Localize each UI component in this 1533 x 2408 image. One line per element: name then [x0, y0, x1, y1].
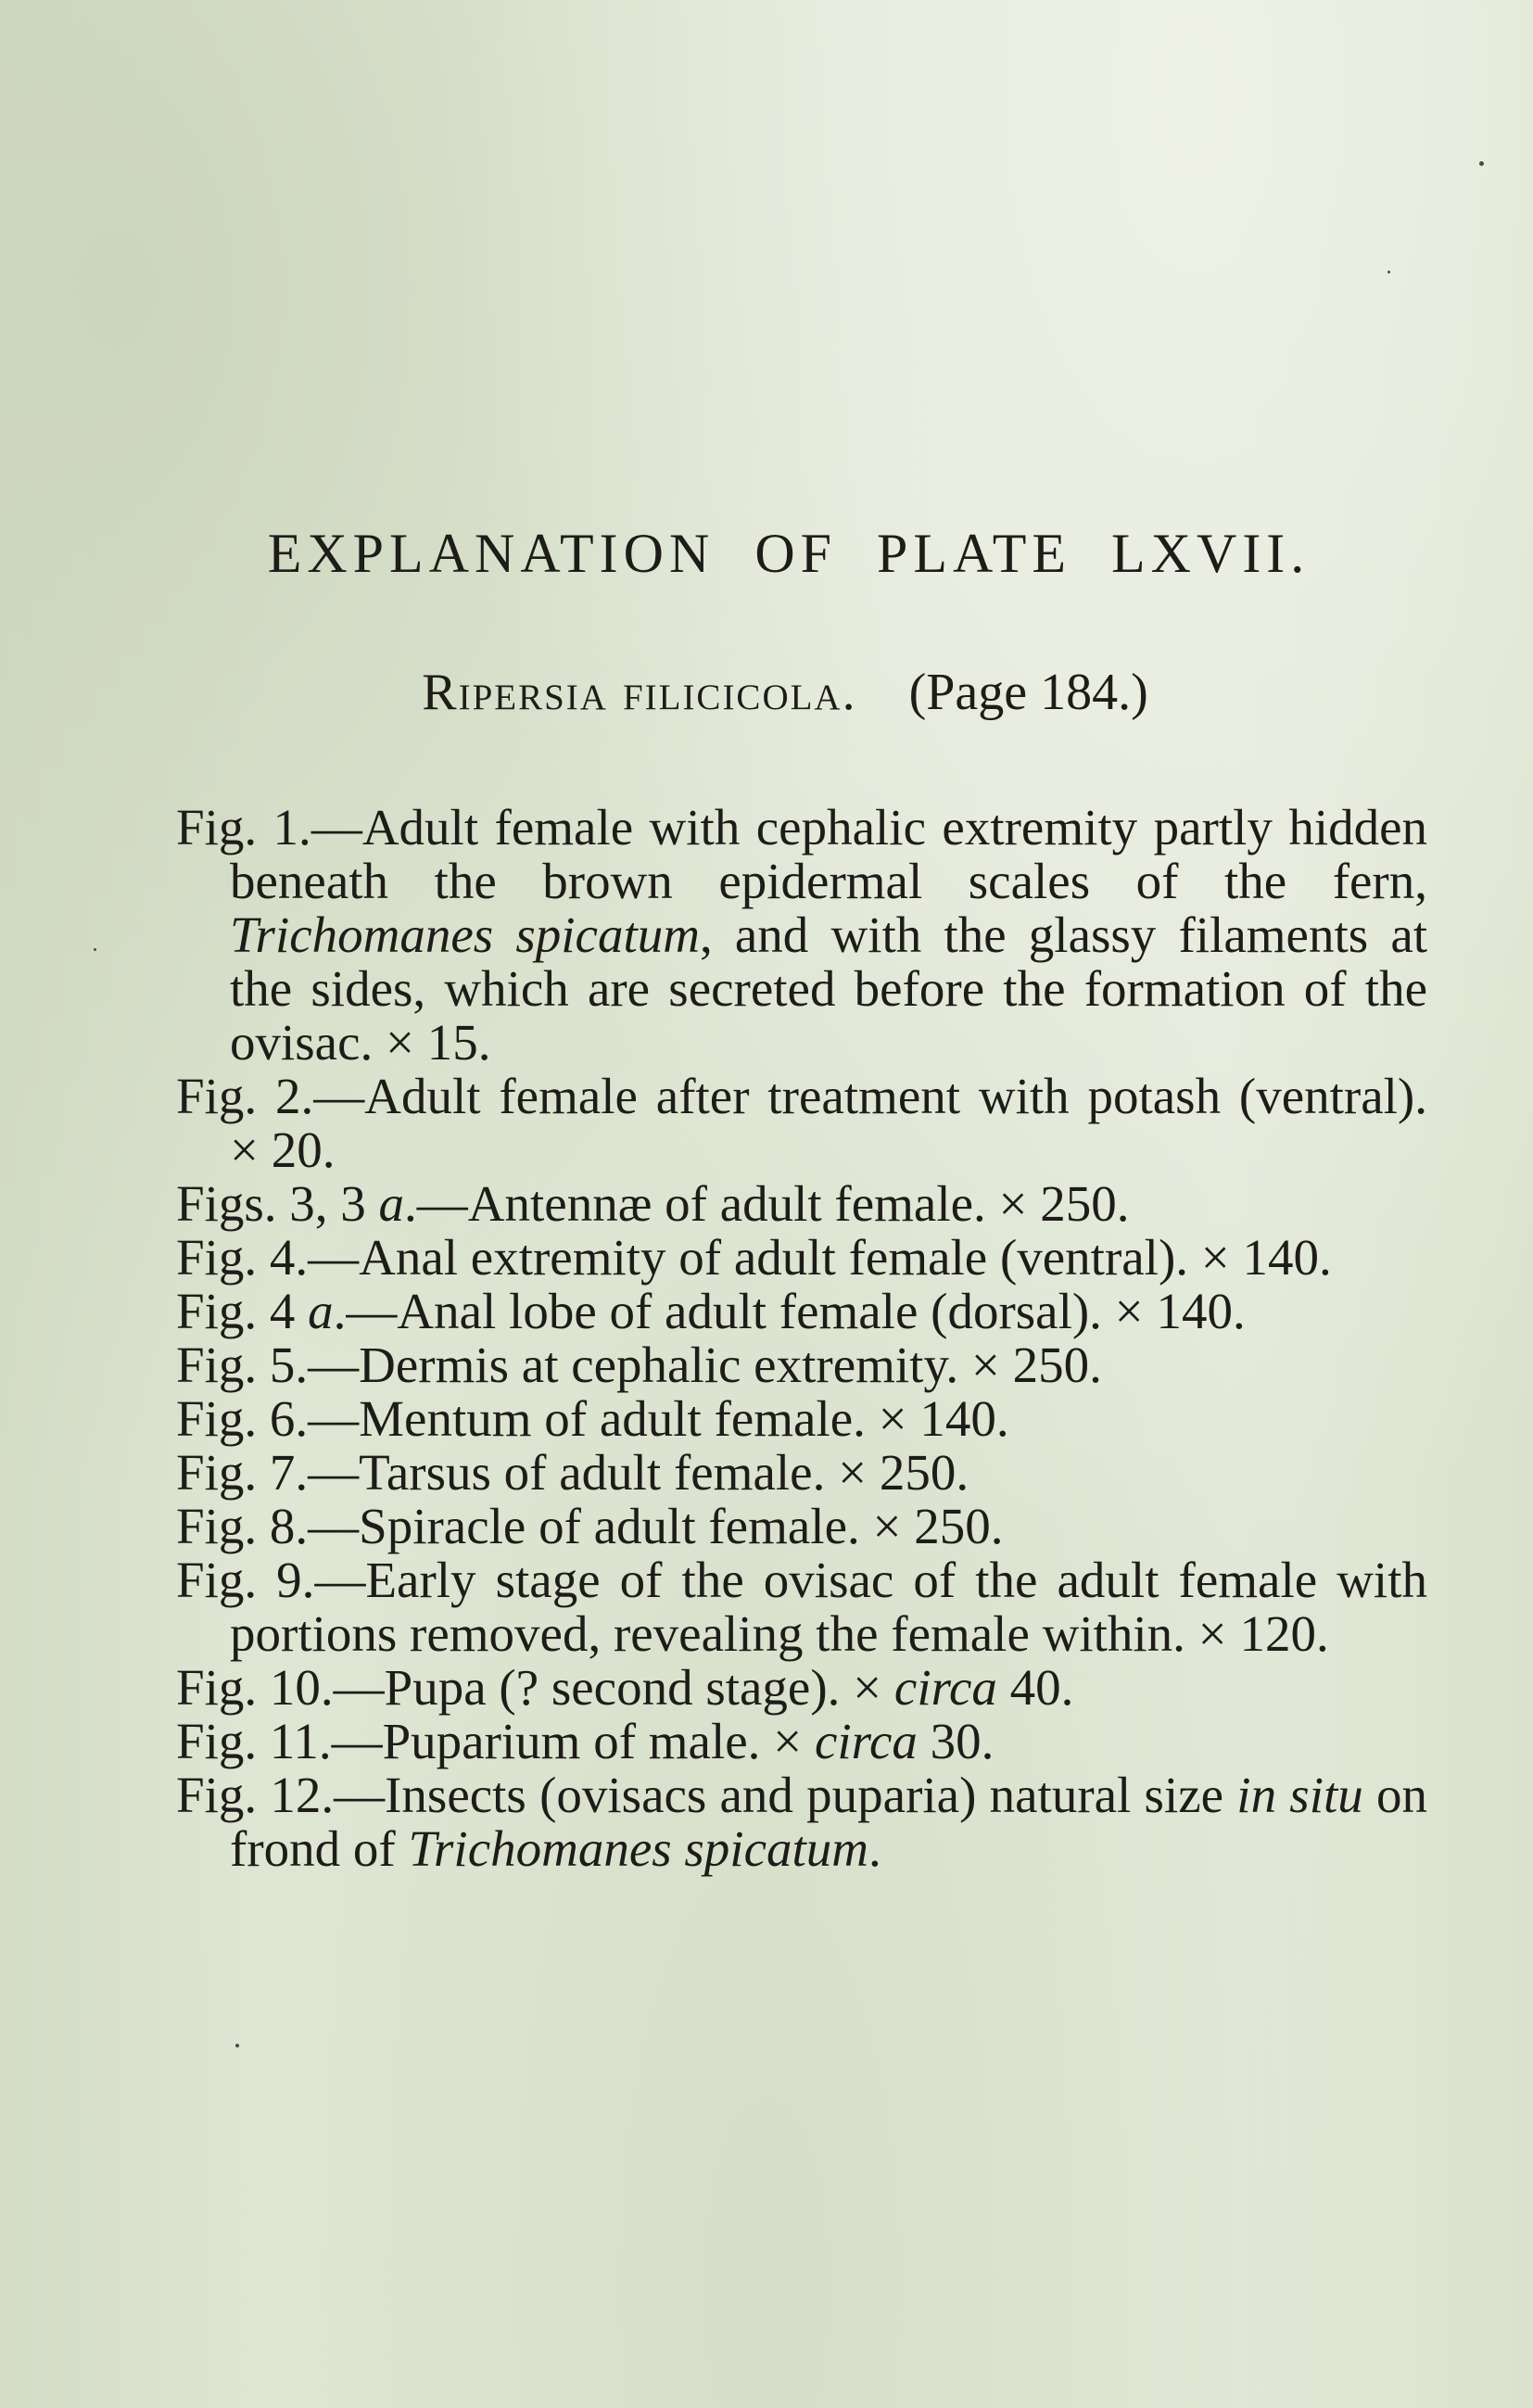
figure-label: Fig. 11. — [176, 1713, 332, 1769]
figure-magnification: 40. — [996, 1659, 1074, 1716]
figure-entry-10 — [176, 1661, 1427, 1715]
figure-label: Fig. 7. — [176, 1444, 309, 1501]
figure-description: —Insects (ovisacs and puparia) natural size — [334, 1767, 1237, 1823]
paper-speck — [94, 948, 96, 951]
figure-description: —Spiracle of adult female. × 250. — [308, 1498, 1004, 1554]
figure-description: —Pupa (? second stage). × — [333, 1659, 894, 1716]
figure-entry-4 — [176, 1231, 1427, 1285]
figure-description-cont: on frond of — [230, 1767, 1428, 1877]
figure-label: Fig. 1. — [176, 799, 311, 855]
figure-description: —Dermis at cephalic extremity. × 250. — [308, 1337, 1102, 1393]
figure-entry-1 — [176, 801, 1427, 1070]
figure-description: —Adult female after treatment with potash (ventral). × 20. — [230, 1068, 1427, 1178]
figure-entry-11 — [176, 1715, 1427, 1768]
species-italic: Trichomanes spicatum — [230, 906, 700, 963]
figure-label: Fig. 9. — [176, 1552, 315, 1608]
page-title: EXPLANATION OF PLATE LXVII. — [267, 523, 1311, 584]
figure-description: —Tarsus of adult female. × 250. — [308, 1444, 969, 1501]
figure-entry-4a — [176, 1285, 1427, 1338]
figure-entry-3 — [176, 1177, 1427, 1231]
paper-speck — [1387, 271, 1390, 273]
in-situ-italic: in situ — [1236, 1767, 1363, 1823]
figure-label: Fig. 6. — [176, 1390, 309, 1447]
figure-letter-italic: a — [378, 1175, 405, 1232]
figure-description: .—Anal lobe of adult female (dorsal). × 140. — [333, 1283, 1246, 1339]
figure-label: Fig. 5. — [176, 1337, 309, 1393]
species-subtitle — [0, 662, 1533, 723]
paper-speck — [1479, 161, 1484, 166]
figure-letter-italic: a — [308, 1283, 334, 1339]
figure-description: —Mentum of adult female. × 140. — [308, 1390, 1009, 1447]
figure-entry-8 — [176, 1500, 1427, 1553]
figure-description-cont: , and with the glassy filaments at the sides, which are secreted before the formation of the ovisac. × 15. — [230, 906, 1428, 1071]
figure-list — [176, 801, 1427, 1876]
figure-label: Fig. 4 — [176, 1283, 309, 1339]
figure-label: Figs. 3, 3 — [176, 1175, 379, 1232]
figure-description-end: . — [868, 1820, 881, 1877]
figure-label: Fig. 10. — [176, 1659, 334, 1716]
figure-entry-5 — [176, 1338, 1427, 1392]
figure-description: —Adult female with cephalic extremity partly hidden beneath the brown epidermal scales of the fern, — [230, 799, 1428, 909]
paper-speck — [235, 2044, 239, 2047]
figure-label: Fig. 4. — [176, 1229, 309, 1286]
figure-entry-6 — [176, 1392, 1427, 1446]
figure-label: Fig. 8. — [176, 1498, 309, 1554]
figure-entry-9 — [176, 1553, 1427, 1661]
page-reference: (Page 184.) — [908, 664, 1148, 721]
figure-entry-2 — [176, 1070, 1427, 1177]
figure-entry-12 — [176, 1768, 1427, 1876]
figure-label: Fig. 12. — [176, 1767, 335, 1823]
species-italic: Trichomanes spicatum — [408, 1820, 868, 1877]
figure-description: .—Antennæ of adult female. × 250. — [404, 1175, 1130, 1232]
figure-description: —Puparium of male. × — [331, 1713, 815, 1769]
figure-magnification: 30. — [917, 1713, 995, 1769]
species-name: Ripersia filicicola. — [422, 664, 857, 721]
figure-description: —Early stage of the ovisac of the adult female with portions removed, revealing the female within. × 120. — [230, 1552, 1427, 1662]
circa-italic: circa — [893, 1659, 997, 1716]
figure-entry-7 — [176, 1446, 1427, 1500]
figure-description: —Anal extremity of adult female (ventral). × 140. — [308, 1229, 1332, 1286]
figure-label: Fig. 2. — [176, 1068, 314, 1124]
circa-italic: circa — [814, 1713, 918, 1769]
